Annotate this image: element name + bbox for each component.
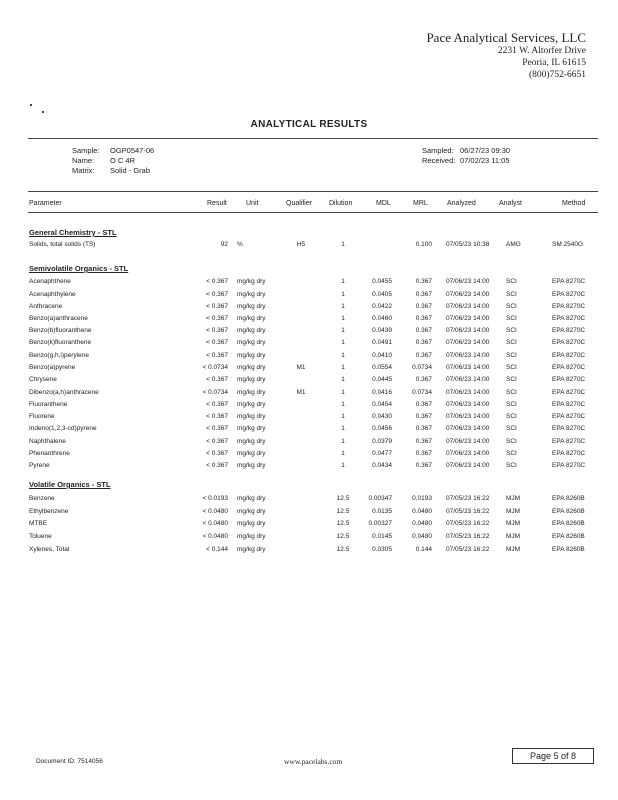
document-id: Document ID: 7514056 (36, 758, 103, 765)
cell-analyst: SCI (506, 413, 517, 420)
cell-mdl: 0.0145 (372, 533, 392, 540)
cell-method: EPA 8270C (552, 364, 586, 371)
cell-result: < 0.0193 (202, 495, 228, 502)
cell-analyzed: 07/06/23 14:00 (446, 462, 490, 469)
cell-result: < 0.367 (206, 352, 228, 359)
scan-speck (30, 104, 32, 106)
table-row (0, 376, 618, 388)
cell-dilution: 1 (341, 376, 345, 383)
cell-parameter: Toluene (29, 533, 52, 540)
cell-analyst: SCI (506, 389, 517, 396)
sample-info (72, 146, 154, 176)
cell-analyzed: 07/06/23 14:00 (446, 278, 490, 285)
company-address-block (426, 30, 586, 81)
cell-analyst: MJM (506, 508, 521, 515)
cell-unit: mg/kg dry (237, 533, 266, 540)
cell-unit: mg/kg dry (237, 339, 266, 346)
cell-mdl: 0.0379 (372, 438, 392, 445)
cell-parameter: Benzo(a)pyrene (29, 364, 76, 371)
cell-result: < 0.0480 (202, 508, 228, 515)
cell-result: < 0.367 (206, 425, 228, 432)
table-row (0, 450, 618, 462)
cell-method: EPA 8270C (552, 401, 586, 408)
cell-parameter: Phenanthrene (29, 450, 70, 457)
sample-id: OGP0547-06 (110, 146, 155, 155)
cell-dilution: 12.5 (336, 546, 350, 553)
table-row (0, 401, 618, 413)
cell-mrl: 0.367 (415, 450, 432, 457)
cell-mdl: 0.0416 (372, 389, 392, 396)
company-phone: (800)752-6651 (529, 70, 586, 80)
cell-method: EPA 8270C (552, 438, 586, 445)
cell-method: EPA 8270C (552, 278, 586, 285)
cell-unit: mg/kg dry (237, 303, 266, 310)
cell-result: < 0.367 (206, 413, 228, 420)
cell-mdl: 0.0477 (372, 450, 392, 457)
cell-dilution: 1 (341, 303, 345, 310)
cell-mdl: 0.0455 (372, 278, 392, 285)
table-row (0, 241, 618, 253)
cell-result: < 0.0480 (202, 533, 228, 540)
cell-mrl: 0.0734 (412, 364, 432, 371)
cell-mdl: 0.0405 (372, 291, 392, 298)
cell-mrl: 0.0480 (412, 533, 432, 540)
cell-dilution: 1 (341, 327, 345, 334)
scan-speck (42, 111, 44, 113)
cell-result: < 0.0734 (202, 389, 228, 396)
table-row (0, 533, 618, 545)
cell-analyst: SCI (506, 315, 517, 322)
cell-method: EPA 8270C (552, 413, 586, 420)
cell-parameter: Dibenzo(a,h)anthracene (29, 389, 99, 396)
cell-result: < 0.367 (206, 376, 228, 383)
cell-dilution: 1 (341, 315, 345, 322)
cell-dilution: 1 (341, 352, 345, 359)
cell-analyzed: 07/06/23 14:00 (446, 327, 490, 334)
header-method: Method (562, 200, 586, 207)
cell-mrl: 0.367 (415, 291, 432, 298)
cell-analyzed: 07/06/23 14:00 (446, 339, 490, 346)
cell-unit: mg/kg dry (237, 413, 266, 420)
cell-parameter: Benzo(a)anthracene (29, 315, 88, 322)
table-row (0, 389, 618, 401)
cell-mrl: 0.0193 (412, 495, 432, 502)
cell-unit: mg/kg dry (237, 508, 266, 515)
cell-dilution: 1 (341, 389, 345, 396)
cell-analyzed: 07/06/23 14:00 (446, 401, 490, 408)
cell-mdl: 0.0445 (372, 376, 392, 383)
section-volatile-organics: Volatile Organics - STL (29, 480, 111, 489)
table-row (0, 352, 618, 364)
cell-parameter: Anthracene (29, 303, 63, 310)
name-label: Name: (72, 156, 95, 165)
cell-mdl: 0.00347 (368, 495, 392, 502)
sample-label: Sample: (72, 146, 100, 155)
sampled-label: Sampled: (422, 146, 454, 155)
page-title: ANALYTICAL RESULTS (250, 119, 368, 130)
cell-analyzed: 07/05/23 16:22 (446, 533, 490, 540)
cell-analyst: MJM (506, 533, 521, 540)
company-name: Pace Analytical Services, LLC (426, 30, 586, 45)
cell-mdl: 0.0439 (372, 327, 392, 334)
cell-analyzed: 07/06/23 14:00 (446, 303, 490, 310)
cell-analyst: MJM (506, 520, 521, 527)
cell-mdl: 0.0491 (372, 339, 392, 346)
cell-dilution: 12.5 (336, 495, 350, 502)
cell-mrl: 0.367 (415, 438, 432, 445)
cell-result: < 0.367 (206, 450, 228, 457)
cell-mrl: 0.144 (415, 546, 432, 553)
cell-dilution: 1 (341, 425, 345, 432)
cell-unit: mg/kg dry (237, 546, 266, 553)
cell-method: EPA 8270C (552, 291, 586, 298)
cell-method: EPA 8260B (552, 508, 585, 515)
company-city: Peoria, IL 61615 (522, 58, 586, 68)
cell-unit: mg/kg dry (237, 425, 266, 432)
cell-result: < 0.0734 (202, 364, 228, 371)
sample-dates (422, 146, 510, 166)
cell-analyzed: 07/06/23 14:00 (446, 450, 490, 457)
cell-method: EPA 8270C (552, 425, 586, 432)
cell-result: < 0.367 (206, 303, 228, 310)
cell-parameter: Fluoranthene (29, 401, 68, 408)
cell-mrl: 0.100 (415, 241, 432, 248)
table-row (0, 520, 618, 532)
cell-unit: mg/kg dry (237, 315, 266, 322)
cell-parameter: Ethylbenzene (29, 508, 69, 515)
cell-mdl: 0.0305 (372, 546, 392, 553)
cell-parameter: Acenaphthylene (29, 291, 76, 298)
received-label: Received: (422, 156, 456, 165)
cell-mrl: 0.367 (415, 303, 432, 310)
cell-dilution: 1 (341, 401, 345, 408)
cell-unit: mg/kg dry (237, 291, 266, 298)
cell-unit: mg/kg dry (237, 450, 266, 457)
cell-analyst: SCI (506, 450, 517, 457)
table-row (0, 508, 618, 520)
cell-analyst: SCI (506, 376, 517, 383)
cell-mdl: 0.0422 (372, 303, 392, 310)
cell-analyst: MJM (506, 495, 521, 502)
cell-dilution: 1 (341, 278, 345, 285)
cell-parameter: Benzo(g,h,i)perylene (29, 352, 89, 359)
header-analyzed: Analyzed (447, 200, 476, 207)
page-indicator: Page 5 of 8 (512, 748, 594, 764)
cell-dilution: 1 (341, 291, 345, 298)
cell-analyzed: 07/06/23 14:00 (446, 315, 490, 322)
cell-parameter: Benzo(b)fluoranthene (29, 327, 92, 334)
cell-unit: mg/kg dry (237, 495, 266, 502)
cell-method: EPA 8270C (552, 352, 586, 359)
header-dilution: Dilution (329, 200, 353, 207)
cell-parameter: Benzene (29, 495, 55, 502)
matrix-label: Matrix: (72, 166, 95, 175)
cell-result: < 0.367 (206, 438, 228, 445)
cell-result: < 0.367 (206, 401, 228, 408)
cell-mrl: 0.367 (415, 401, 432, 408)
header-result: Result (207, 200, 227, 207)
cell-analyst: SCI (506, 425, 517, 432)
cell-analyst: SCI (506, 438, 517, 445)
cell-analyzed: 07/06/23 14:00 (446, 364, 490, 371)
cell-method: EPA 8270C (552, 339, 586, 346)
cell-mdl: 0.0456 (372, 425, 392, 432)
cell-parameter: Solids, total solids (TS) (29, 241, 96, 248)
cell-mdl: 0.00327 (368, 520, 392, 527)
cell-parameter: MTBE (29, 520, 48, 527)
cell-parameter: Chrysene (29, 376, 57, 383)
section-semivolatile-organics: Semivolatile Organics - STL (29, 264, 129, 273)
cell-analyst: AMG (506, 241, 521, 248)
cell-method: EPA 8270C (552, 327, 586, 334)
table-row (0, 495, 618, 507)
cell-mrl: 0.0480 (412, 520, 432, 527)
cell-mdl: 0.0410 (372, 352, 392, 359)
cell-mdl: 0.0434 (372, 462, 392, 469)
cell-analyst: SCI (506, 401, 517, 408)
cell-method: EPA 8270C (552, 315, 586, 322)
cell-mrl: 0.0480 (412, 508, 432, 515)
cell-method: EPA 8260B (552, 520, 585, 527)
table-row (0, 425, 618, 437)
cell-unit: mg/kg dry (237, 389, 266, 396)
cell-analyst: SCI (506, 364, 517, 371)
cell-result: < 0.367 (206, 291, 228, 298)
cell-method: SM 2540G (552, 241, 584, 248)
cell-qualifier: M1 (296, 364, 306, 371)
cell-result: < 0.0480 (202, 520, 228, 527)
cell-method: EPA 8270C (552, 462, 586, 469)
cell-parameter: Xylenes, Total (29, 546, 70, 553)
header-unit: Unit (246, 200, 259, 207)
cell-method: EPA 8270C (552, 303, 586, 310)
cell-analyst: SCI (506, 303, 517, 310)
cell-analyzed: 07/05/23 10:38 (446, 241, 490, 248)
cell-mrl: 0.367 (415, 278, 432, 285)
cell-unit: mg/kg dry (237, 352, 266, 359)
cell-analyzed: 07/05/23 16:22 (446, 520, 490, 527)
cell-analyst: SCI (506, 462, 517, 469)
table-row (0, 413, 618, 425)
table-row (0, 278, 618, 290)
cell-mdl: 0.0454 (372, 401, 392, 408)
cell-analyzed: 07/06/23 14:00 (446, 376, 490, 383)
cell-result: < 0.367 (206, 315, 228, 322)
cell-analyst: SCI (506, 278, 517, 285)
cell-dilution: 12.5 (336, 520, 350, 527)
cell-method: EPA 8270C (552, 376, 586, 383)
cell-parameter: Acenaphthene (29, 278, 71, 285)
cell-mdl: 0.0135 (372, 508, 392, 515)
cell-unit: mg/kg dry (237, 364, 266, 371)
cell-mdl: 0.0460 (372, 315, 392, 322)
cell-dilution: 1 (341, 364, 345, 371)
cell-method: EPA 8260B (552, 533, 585, 540)
cell-analyzed: 07/06/23 14:00 (446, 413, 490, 420)
received-date: 07/02/23 11:05 (460, 156, 510, 165)
table-row (0, 291, 618, 303)
cell-mrl: 0.367 (415, 352, 432, 359)
cell-unit: mg/kg dry (237, 376, 266, 383)
cell-analyzed: 07/06/23 14:00 (446, 425, 490, 432)
table-row (0, 303, 618, 315)
cell-analyst: SCI (506, 352, 517, 359)
table-row (0, 339, 618, 351)
sample-name: O C 4R (110, 156, 136, 165)
website-link[interactable]: www.pacelabs.com (284, 757, 343, 766)
cell-mrl: 0.367 (415, 339, 432, 346)
cell-dilution: 1 (341, 413, 345, 420)
cell-dilution: 1 (341, 438, 345, 445)
cell-unit: mg/kg dry (237, 278, 266, 285)
cell-method: EPA 8260B (552, 495, 585, 502)
cell-analyst: SCI (506, 291, 517, 298)
cell-method: EPA 8260B (552, 546, 585, 553)
cell-parameter: Indeno(1,2,3-cd)pyrene (29, 425, 97, 432)
table-row (0, 315, 618, 327)
table-row (0, 546, 618, 558)
cell-dilution: 1 (341, 241, 345, 248)
cell-analyzed: 07/05/23 16:22 (446, 508, 490, 515)
cell-analyzed: 07/06/23 14:00 (446, 438, 490, 445)
cell-qualifier: H5 (296, 241, 306, 248)
cell-mdl: 0.0430 (372, 413, 392, 420)
cell-unit: mg/kg dry (237, 520, 266, 527)
cell-analyst: SCI (506, 327, 517, 334)
cell-mrl: 0.367 (415, 413, 432, 420)
cell-mdl: 0.0554 (372, 364, 392, 371)
cell-mrl: 0.367 (415, 376, 432, 383)
cell-dilution: 1 (341, 450, 345, 457)
sampled-date: 06/27/23 09:30 (460, 146, 511, 155)
cell-unit: mg/kg dry (237, 462, 266, 469)
cell-analyst: MJM (506, 546, 521, 553)
cell-result: < 0.144 (206, 546, 228, 553)
cell-mrl: 0.0734 (412, 389, 432, 396)
cell-analyzed: 07/06/23 14:00 (446, 291, 490, 298)
table-row (0, 364, 618, 376)
cell-analyzed: 07/06/23 14:00 (446, 352, 490, 359)
header-qualifier: Qualifier (286, 200, 313, 207)
cell-dilution: 12.5 (336, 533, 350, 540)
header-mdl: MDL (376, 200, 391, 207)
sample-matrix: Solid - Grab (110, 166, 151, 175)
cell-analyzed: 07/05/23 16:22 (446, 546, 490, 553)
cell-mrl: 0.367 (415, 462, 432, 469)
cell-dilution: 1 (341, 339, 345, 346)
header-parameter: Parameter (29, 200, 62, 207)
cell-result: < 0.367 (206, 462, 228, 469)
cell-parameter: Naphthalene (29, 438, 66, 445)
divider (28, 138, 598, 139)
cell-unit: mg/kg dry (237, 401, 266, 408)
cell-unit: mg/kg dry (237, 327, 266, 334)
cell-parameter: Pyrene (29, 462, 50, 469)
cell-result: < 0.367 (206, 339, 228, 346)
cell-dilution: 1 (341, 462, 345, 469)
cell-method: EPA 8270C (552, 389, 586, 396)
header-mrl: MRL (413, 200, 428, 207)
cell-mrl: 0.367 (415, 327, 432, 334)
cell-parameter: Benzo(k)fluoranthene (29, 339, 92, 346)
divider (28, 191, 598, 192)
cell-result: < 0.367 (206, 278, 228, 285)
table-row (0, 438, 618, 450)
cell-analyzed: 07/05/23 16:22 (446, 495, 490, 502)
cell-mrl: 0.367 (415, 315, 432, 322)
company-street: 2231 W. Altorfer Drive (497, 46, 586, 56)
cell-analyst: SCI (506, 339, 517, 346)
section-general-chemistry: General Chemistry - STL (29, 228, 117, 237)
cell-unit: mg/kg dry (237, 438, 266, 445)
cell-qualifier: M1 (296, 389, 306, 396)
cell-unit: % (237, 241, 243, 248)
table-row (0, 462, 618, 474)
divider (28, 212, 598, 213)
cell-mrl: 0.367 (415, 425, 432, 432)
cell-result: < 0.367 (206, 327, 228, 334)
table-row (0, 327, 618, 339)
cell-parameter: Fluorene (29, 413, 55, 420)
cell-method: EPA 8270C (552, 450, 586, 457)
cell-analyzed: 07/06/23 14:00 (446, 389, 490, 396)
cell-dilution: 12.5 (336, 508, 350, 515)
header-analyst: Analyst (499, 200, 522, 207)
cell-result: 92 (220, 241, 228, 248)
